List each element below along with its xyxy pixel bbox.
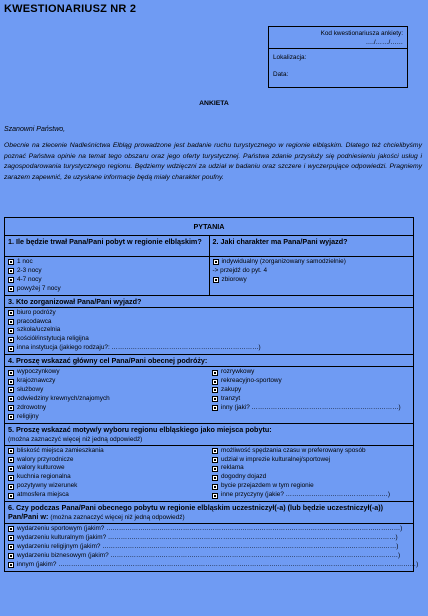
q5-option[interactable]: kuchnia regionalna [5,473,209,482]
q5-option[interactable]: walory przyrodnicze [5,456,209,465]
checkbox-icon[interactable] [212,370,218,376]
checkbox-icon[interactable] [8,544,14,550]
question-1-2-row [5,236,413,296]
intro-paragraph: Obecnie na zlecenie Nadleśnictwa Elbląg prowadzone jest badanie ruchu turystycznego w regionie elbląskim. Dlatego też chcielibyśmy poznać Państwa opinie na temat tego obszaru oraz jego oferty turystycznej. Państwa zdanie przysłuży się podniesieniu jakości usług i zagospodarowania turystycznego regionu. Będziemy wdzięczni za udział w badaniu oraz szczere i wyczerpujące odpowiedzi. Pragniemy zarazem zapewnić, że uzyskane informacje będą miały charakter poufny. [4,142,422,181]
q1-option[interactable]: 4-7 nocy [5,276,209,285]
q5-option[interactable]: pozytywny wizerunek [5,482,209,491]
question-6-note: (można zaznaczyć więcej niż jedną odpowiedź) [50,514,185,522]
q5-option[interactable]: udział w imprezie kulturalnej/sportowej [209,456,413,465]
q6-option[interactable]: wydarzeniu biznesowym (jakim? ………………………………………………………………………………………………………………………) [5,552,413,561]
q4-option[interactable]: odwiedziny krewnych/znajomych [5,395,209,404]
question-2-title: 2. Jaki charakter ma Pana/Pani wyjazd? [210,236,414,257]
checkbox-icon[interactable] [8,448,14,454]
q5-option[interactable]: bliskość miejsca zamieszkania [5,447,209,456]
checkbox-icon[interactable] [8,405,14,411]
date-label: Data: [273,71,289,78]
checkbox-icon[interactable] [212,484,218,490]
question-6 [5,502,419,571]
checkbox-icon[interactable] [212,457,218,463]
q1-option[interactable]: powyżej 7 nocy [5,285,209,294]
checkbox-icon[interactable] [212,405,218,411]
q4-option[interactable]: rozrywkowy [209,368,413,377]
greeting: Szanowni Państwo, [4,126,66,133]
q5-option[interactable]: dogodny dojazd [209,473,413,482]
checkbox-icon[interactable] [212,448,218,454]
q4-option[interactable]: służbowy [5,386,209,395]
q6-option[interactable]: innym (jakim? ……………………………………………………………………………………………………………………………………………………) [5,561,413,570]
question-5-title: 5. Proszę wskazać motyw/y wyboru regionu elbląskiego jako miejsca pobytu: (można zaznaczyć więcej niż jedną odpowiedź) [5,424,413,446]
checkbox-icon[interactable] [212,396,218,402]
question-4-title: 4. Proszę wskazać główny cel Pana/Pani obecnej podróży: [5,355,413,367]
q5-option[interactable]: atmosfera miejsca [5,491,209,500]
code-label: Kod kwestionariusza ankiety: [320,30,403,37]
questionnaire-code-box [268,26,408,88]
checkbox-icon[interactable] [8,370,14,376]
q3-option[interactable]: kościół/instytucja religijna [5,335,413,344]
q5-option[interactable]: bycie przejazdem w tym regionie [209,482,413,491]
q4-option[interactable]: zakupy [209,386,413,395]
checkbox-icon[interactable] [212,466,218,472]
q2-option[interactable]: zbiorowy [210,276,414,285]
checkbox-icon[interactable] [8,457,14,463]
checkbox-icon[interactable] [8,475,14,481]
q6-option[interactable]: wydarzeniu kulturalnym (jakim? ………………………………………………………………………………………………………………………) [5,534,413,543]
q6-option[interactable]: wydarzeniu sportowym (jakim? …………………………………………………………………………………………………………………………) [5,525,413,534]
q3-option[interactable]: szkoła/uczelnia [5,326,413,335]
checkbox-icon[interactable] [8,535,14,541]
checkbox-icon[interactable] [8,268,14,274]
q3-option[interactable]: inna instytucja (jakiego rodzaju?: ……………………………………………………………) [5,344,413,353]
q5-option[interactable]: walory kulturowe [5,464,209,473]
checkbox-icon[interactable] [8,259,14,265]
checkbox-icon[interactable] [8,553,14,559]
checkbox-icon[interactable] [212,387,218,393]
checkbox-icon[interactable] [8,337,14,343]
checkbox-icon[interactable] [8,277,14,283]
checkbox-icon[interactable] [8,396,14,402]
checkbox-icon[interactable] [8,562,14,568]
question-3 [5,296,413,356]
q4-option[interactable]: krajoznawczy [5,377,209,386]
q4-option[interactable]: inny (jaki? ……………………………………………………………) [209,404,413,413]
q4-option[interactable]: zdrowotny [5,404,209,413]
checkbox-icon[interactable] [213,277,219,283]
q5-option[interactable]: możliwość spędzania czasu w preferowany sposób [209,447,413,456]
q3-option[interactable]: pracodawca [5,318,413,327]
question-4 [5,355,413,423]
checkbox-icon[interactable] [8,310,14,316]
checkbox-icon[interactable] [8,346,14,352]
q1-option[interactable]: 1 noc [5,258,209,267]
document-title: KWESTIONARIUSZ NR 2 [4,3,137,15]
checkbox-icon[interactable] [213,259,219,265]
checkbox-icon[interactable] [8,387,14,393]
checkbox-icon[interactable] [8,286,14,292]
q2-skip-note: -> przejdź do pyt. 4 [212,266,268,274]
checkbox-icon[interactable] [8,466,14,472]
q5-option[interactable]: reklama [209,464,413,473]
q4-option[interactable]: tranzyt [209,395,413,404]
checkbox-icon[interactable] [8,493,14,499]
checkbox-icon[interactable] [8,328,14,334]
q4-option[interactable]: wypoczynkowy [5,368,209,377]
checkbox-icon[interactable] [8,414,14,420]
question-6-title: 6. Czy podczas Pana/Pani obecnego pobytu w regionie elbląskim uczestniczył(-a) (lub będzie uczestniczył(-a)) Pan/Pani w: (można zaznaczyć więcej niż jedną odpowiedź) [5,502,413,524]
question-3-title: 3. Kto zorganizował Pana/Pani wyjazd? [5,296,413,308]
code-box-divider [269,48,407,49]
q4-option[interactable]: religijny [5,413,209,422]
q5-option[interactable]: inne przyczyny (jakie? …………………………………………) [209,491,413,500]
section-heading-ankieta: ANKIETA [199,100,229,107]
q6-option[interactable]: wydarzeniu religijnym (jakim? …………………………………………………………………………………………………………………………) [5,543,413,552]
question-1-title: 1. Ile będzie trwał Pana/Pani pobyt w regionie elbląskim? [5,236,209,257]
checkbox-icon[interactable] [8,319,14,325]
question-5-note: (można zaznaczyć więcej niż jedną odpowiedź) [8,435,143,443]
q2-option[interactable]: indywidualny (zorganizowany samodzielnie) [210,258,414,267]
question-5 [5,424,413,502]
checkbox-icon[interactable] [8,484,14,490]
checkbox-icon[interactable] [8,379,14,385]
code-value: …./……/…… [365,39,403,46]
checkbox-icon[interactable] [212,493,218,499]
q4-option[interactable]: rekreacyjno-sportowy [209,377,413,386]
checkbox-icon[interactable] [8,526,14,532]
checkbox-icon[interactable] [212,475,218,481]
checkbox-icon[interactable] [212,379,218,385]
question-2 [210,236,414,295]
question-1 [5,236,210,295]
q1-option[interactable]: 2-3 nocy [5,267,209,276]
questions-header: PYTANIA [5,218,413,236]
q3-option[interactable]: biuro podróży [5,309,413,318]
location-label: Lokalizacja: [273,54,307,61]
questions-table [4,217,419,572]
